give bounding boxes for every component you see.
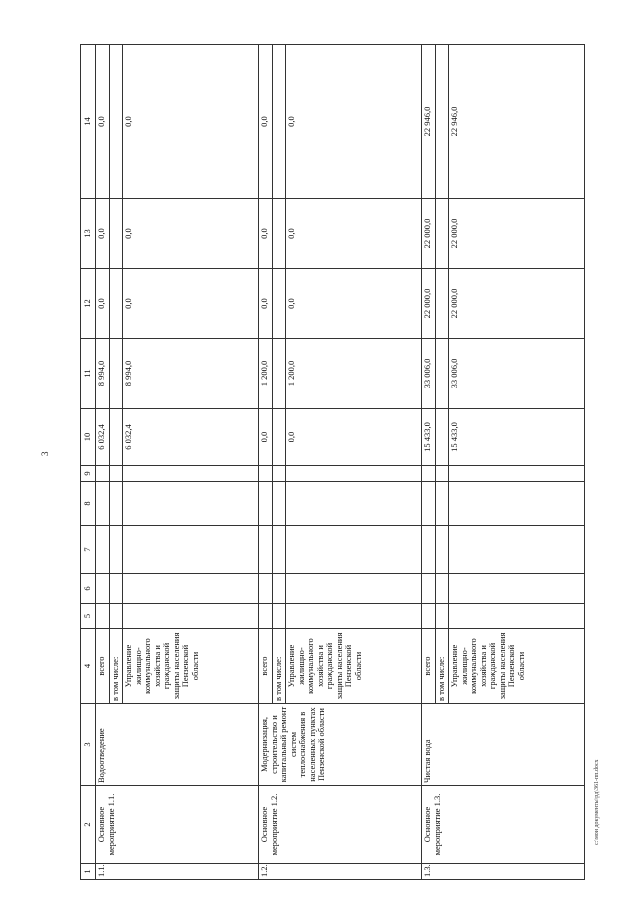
table-cell: [96, 604, 110, 629]
table-cell: [435, 604, 449, 629]
measure-description: Модернизация, строительство и капитальный ремонт систем теплоснабжения в населенных пунктах Пензенской области: [259, 704, 422, 786]
table-row: [259, 45, 273, 880]
table-cell: [422, 604, 436, 629]
table-cell: [286, 482, 422, 526]
table-cell: [286, 604, 422, 629]
table-cell: [123, 482, 259, 526]
column-header: 6: [81, 574, 96, 604]
value-cell: 8 994,0: [123, 339, 259, 409]
table-cell: [272, 604, 286, 629]
table-cell: [272, 466, 286, 482]
table-cell: [109, 482, 123, 526]
table-cell: [109, 604, 123, 629]
table-cell: [96, 574, 110, 604]
table-cell: [272, 199, 286, 269]
table-cell: [96, 482, 110, 526]
table-cell: [435, 269, 449, 339]
table-cell: [109, 339, 123, 409]
measure-name: Основное мероприятие 1.3.: [422, 786, 585, 864]
funding-source: Управление жилищно-коммунального хозяйства и гражданской защиты населения Пензенской области: [123, 629, 259, 704]
table-cell: [435, 574, 449, 604]
measure-description: Чистая вода: [422, 704, 585, 786]
column-header: 2: [81, 786, 96, 864]
table-cell: [272, 339, 286, 409]
value-cell: 22 000,0: [422, 199, 436, 269]
value-cell: 6 032,4: [123, 409, 259, 466]
footer-file-path: c:\мои документы\рд\361-пп.docx: [594, 759, 600, 845]
table-cell: [272, 269, 286, 339]
value-cell: 0,0: [96, 45, 110, 199]
table-row: [96, 45, 110, 880]
table-cell: [435, 199, 449, 269]
row-number: 1.3.: [422, 864, 585, 880]
table-cell: [449, 482, 585, 526]
table-cell: [272, 482, 286, 526]
row-number: 1.2.: [259, 864, 422, 880]
table-cell: [435, 526, 449, 574]
table-cell: [435, 339, 449, 409]
table-cell: [109, 45, 123, 199]
table-cell: [422, 526, 436, 574]
value-cell: 22 946,0: [422, 45, 436, 199]
value-cell: 0,0: [286, 199, 422, 269]
measure-description: Водоотведение: [96, 704, 259, 786]
table-cell: [286, 574, 422, 604]
table-cell: [449, 526, 585, 574]
table-cell: [123, 526, 259, 574]
table-cell: [272, 45, 286, 199]
column-header: 10: [81, 409, 96, 466]
table-cell: [435, 482, 449, 526]
table-cell: [123, 604, 259, 629]
funding-source: всего: [422, 629, 436, 704]
column-header: 3: [81, 704, 96, 786]
funding-source: в том числе:: [272, 629, 286, 704]
value-cell: 0,0: [259, 269, 273, 339]
value-cell: 15 433,0: [422, 409, 436, 466]
funding-source: в том числе:: [435, 629, 449, 704]
table-cell: [449, 466, 585, 482]
table-cell: [422, 574, 436, 604]
table-cell: [109, 574, 123, 604]
value-cell: 15 433,0: [449, 409, 585, 466]
funding-source: Управление жилищно-коммунального хозяйства и гражданской защиты населения Пензенской области: [449, 629, 585, 704]
table-cell: [286, 526, 422, 574]
funding-source: Управление жилищно-коммунального хозяйства и гражданской защиты населения Пензенской области: [286, 629, 422, 704]
table-cell: [259, 526, 273, 574]
funding-source: всего: [259, 629, 273, 704]
table-cell: [272, 409, 286, 466]
column-header: 7: [81, 526, 96, 574]
table-cell: [109, 409, 123, 466]
page-number: 3: [40, 451, 50, 456]
table-cell: [109, 466, 123, 482]
table-cell: [123, 574, 259, 604]
table-cell: [422, 466, 436, 482]
table-cell: [109, 526, 123, 574]
table-cell: [272, 526, 286, 574]
column-header: 11: [81, 339, 96, 409]
value-cell: 33 006,0: [449, 339, 585, 409]
row-number: 1.1.: [96, 864, 259, 880]
column-header: 8: [81, 482, 96, 526]
value-cell: 22 000,0: [449, 269, 585, 339]
column-header: 12: [81, 269, 96, 339]
table-cell: [449, 574, 585, 604]
column-header: 9: [81, 466, 96, 482]
value-cell: 0,0: [123, 45, 259, 199]
table-cell: [259, 604, 273, 629]
table-cell: [259, 466, 273, 482]
column-header: 5: [81, 604, 96, 629]
value-cell: 0,0: [96, 269, 110, 339]
table-cell: [123, 466, 259, 482]
table-cell: [96, 466, 110, 482]
value-cell: 1 200,0: [259, 339, 273, 409]
table-cell: [449, 604, 585, 629]
funding-source: в том числе:: [109, 629, 123, 704]
value-cell: 1 200,0: [286, 339, 422, 409]
value-cell: 33 006,0: [422, 339, 436, 409]
table-cell: [109, 199, 123, 269]
value-cell: 0,0: [259, 199, 273, 269]
value-cell: 22 000,0: [449, 199, 585, 269]
table-cell: [259, 574, 273, 604]
value-cell: 6 032,4: [96, 409, 110, 466]
table-cell: [109, 269, 123, 339]
value-cell: 22 946,0: [449, 45, 585, 199]
value-cell: 0,0: [286, 269, 422, 339]
value-cell: 0,0: [286, 45, 422, 199]
value-cell: 0,0: [286, 409, 422, 466]
table-container: [80, 45, 585, 880]
table-cell: [272, 574, 286, 604]
column-header: 4: [81, 629, 96, 704]
value-cell: 0,0: [259, 409, 273, 466]
table-cell: [422, 482, 436, 526]
column-header: 1: [81, 864, 96, 880]
header-row: [81, 45, 96, 880]
column-header: 13: [81, 199, 96, 269]
table-cell: [435, 409, 449, 466]
measure-name: Основное мероприятие 1.1.: [96, 786, 259, 864]
table-row: [422, 45, 436, 880]
table-cell: [96, 526, 110, 574]
funding-source: всего: [96, 629, 110, 704]
value-cell: 0,0: [123, 269, 259, 339]
column-header: 14: [81, 45, 96, 199]
value-cell: 8 994,0: [96, 339, 110, 409]
value-cell: 0,0: [259, 45, 273, 199]
value-cell: 0,0: [96, 199, 110, 269]
table-cell: [435, 45, 449, 199]
value-cell: 0,0: [123, 199, 259, 269]
budget-table: [80, 44, 585, 880]
table-cell: [286, 466, 422, 482]
value-cell: 22 000,0: [422, 269, 436, 339]
table-cell: [259, 482, 273, 526]
table-cell: [435, 466, 449, 482]
measure-name: Основное мероприятие 1.2.: [259, 786, 422, 864]
